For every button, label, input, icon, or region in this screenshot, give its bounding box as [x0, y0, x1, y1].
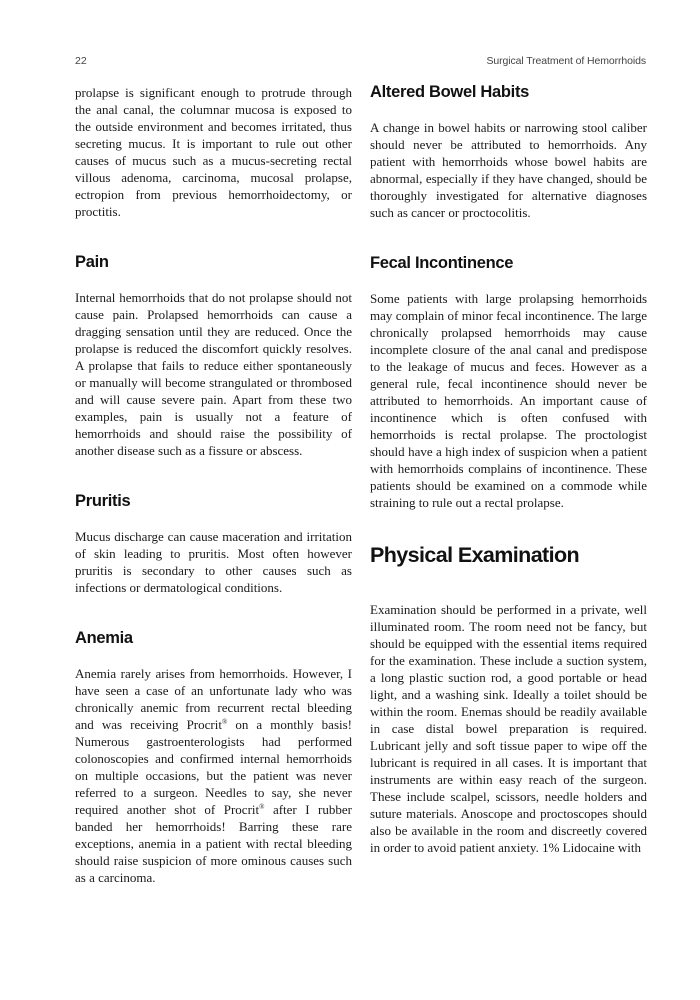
- anemia-paragraph: [75, 665, 352, 886]
- right-column: [370, 84, 647, 856]
- pain-heading: Pain: [75, 253, 109, 271]
- registered-trademark-mark: ®: [221, 718, 228, 726]
- physical-examination-paragraph: Examination should be performed in a private, well illuminated room. The room need not be fancy, but should be equipped with the essential items required for the examination. These include a suction system, a long plastic suction rod, a good portable or head light, and a washing sink. Ideally a toilet should be within the room. Enemas should be readily available in case distal bowel preparation is required. Lubricant jelly and soft tissue paper to wipe off the lubricant is required in all cases. It is important that instruments are within easy reach of the surgeon. These include scalpel, scissors, needle holders and suture materials. Anoscope and proctoscopes should also be available in the room and discreetly covered in order to avoid patient anxiety. 1% Lidocaine with: [370, 602, 647, 855]
- physical-examination-heading: Physical Examination: [370, 543, 580, 567]
- pruritis-heading: Pruritis: [75, 492, 131, 510]
- anemia-text-part-2: on a monthly basis! Numerous gastroenterologists had performed colonoscopies and confirmed internal hemorrhoids on multiple occasions, but the patient was never referred to a surgeon. Needles to say, she never required another shot of Procrit: [75, 717, 353, 817]
- altered-bowel-habits-heading: Altered Bowel Habits: [370, 83, 530, 101]
- anemia-heading: Anemia: [75, 629, 133, 647]
- page-number: 22: [75, 55, 87, 67]
- anemia-text-part-3: after I rubber banded her hemorrhoids! Barring these rare exceptions, anemia in a patient with rectal bleeding should raise suspicion of more ominous causes such as a carcinoma.: [75, 802, 352, 885]
- pain-paragraph: Internal hemorrhoids that do not prolapse should not cause pain. Prolapsed hemorrhoids can cause a dragging sensation until they are reduced. Once the prolapse is reduced the discomfort quickly resolves. A prolapse that fails to reduce either spontaneously or manually will become strangulated or thrombosed and will cause severe pain. Apart from these two examples, pain is usually not a feature of hemorrhoids and should raise the possibility of another disease such as a fissure or abscess.: [75, 290, 352, 458]
- altered-bowel-habits-paragraph: A change in bowel habits or narrowing stool caliber should never be attributed to hemorrhoids. Any patient with hemorrhoids whose bowel habits are abnormal, especially if they have changed, should be thoroughly investigated for alternative diagnoses such as cancer or proctocolitis.: [370, 120, 647, 220]
- left-column: [75, 84, 352, 886]
- running-title: Surgical Treatment of Hemorrhoids: [486, 55, 646, 67]
- registered-trademark-mark: ®: [259, 803, 265, 811]
- running-header: [75, 55, 646, 69]
- fecal-incontinence-paragraph: Some patients with large prolapsing hemorrhoids may complain of minor fecal incontinence. The large chronically prolapsed hemorrhoids may cause incomplete closure of the anal canal and predispose to the leakage of mucus and feces. However as a general rule, fecal incontinence should never be attributed to hemorrhoids. An important cause of incontinence which is often confused with hemorrhoids is rectal prolapse. The proctologist should have a high index of suspicion when a patient with hemorrhoids complains of incontinence. These patients should be examined on a commode while straining to rule out a rectal prolapse.: [370, 291, 647, 510]
- fecal-incontinence-heading: Fecal Incontinence: [370, 254, 514, 272]
- mucus-continuation-paragraph: prolapse is significant enough to protrude through the anal canal, the columnar mucosa is exposed to the outside environment and becomes irritated, thus secreting mucus. It is important to rule out other causes of mucus such as a mucus-secreting rectal villous adenoma, carcinoma, mucosal prolapse, ectropion from previous hemorrhoidectomy, or proctitis.: [75, 85, 352, 219]
- anemia-text-part-1: Anemia rarely arises from hemorrhoids. However, I have seen a case of an unfortunate lady who was chronically anemic from recurrent rectal bleeding and was receiving Procrit: [75, 666, 352, 732]
- pruritis-paragraph: Mucus discharge can cause maceration and irritation of skin leading to pruritis. Most often however pruritis is secondary to other causes such as infections or dermatological conditions.: [75, 529, 352, 595]
